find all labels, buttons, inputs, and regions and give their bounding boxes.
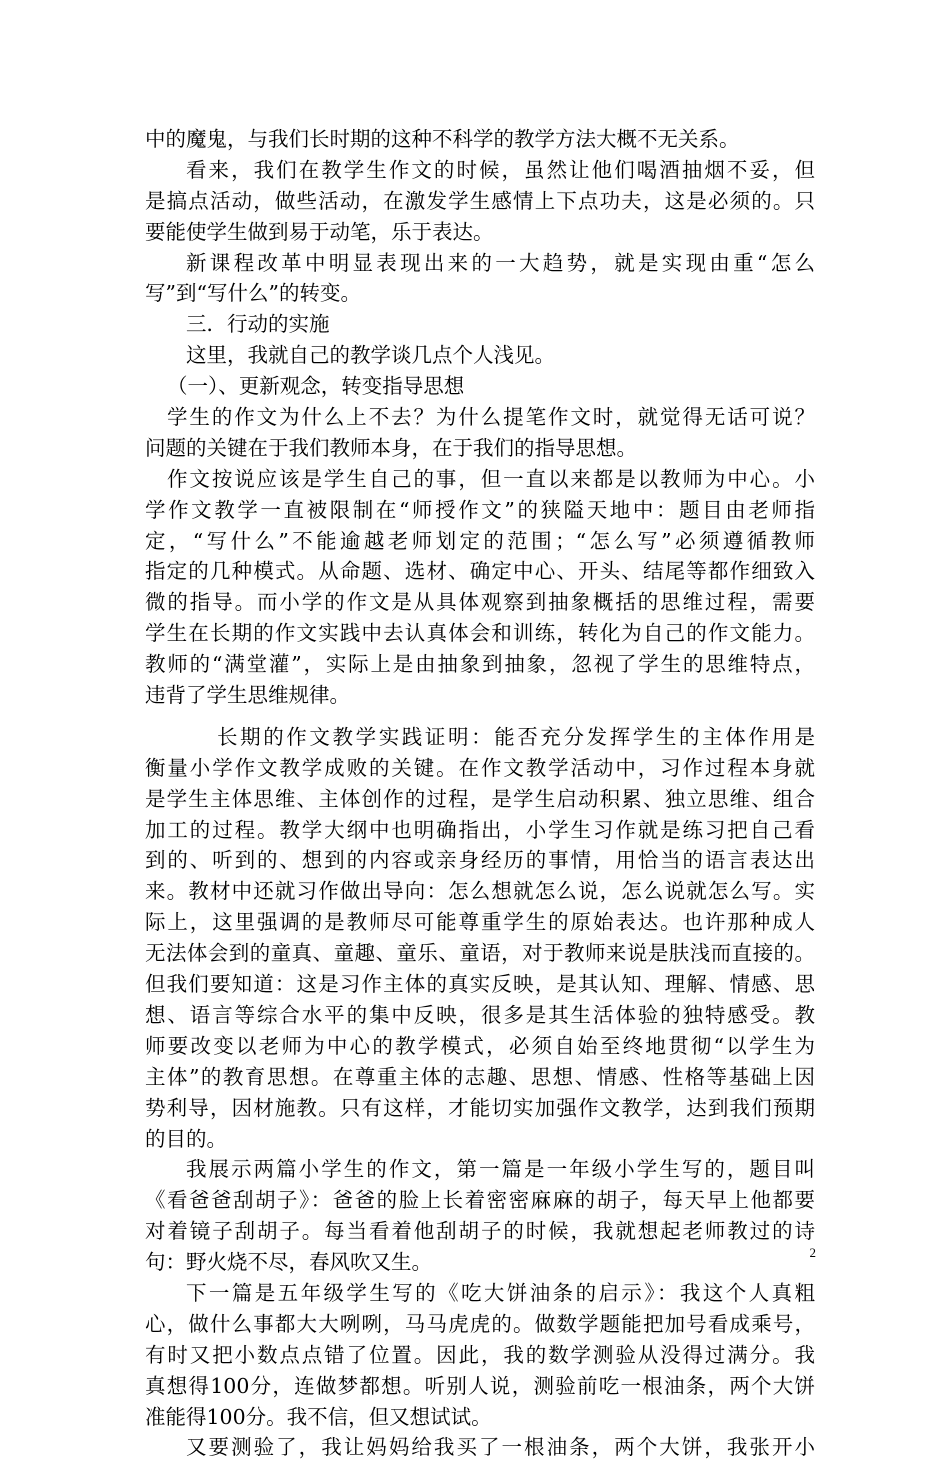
text-line: 势利导，因材施教。只有这样，才能切实加强作文教学，达到我们预期 — [145, 1095, 815, 1120]
page-number: 2 — [809, 1245, 816, 1260]
text-line: 想、语言等综合水平的集中反映，很多是其生活体验的独特感受。教 — [145, 1002, 815, 1027]
text-line: 际上，这里强调的是教师尽可能尊重学生的原始表达。也许那种成人 — [145, 910, 815, 935]
text-line: 下一篇是五年级学生写的《吃大饼油条的启示》：我这个人真粗 — [186, 1280, 815, 1305]
text-line: 定，“写什么”不能逾越老师划定的范围；“怎么写”必须遵循教师 — [145, 528, 815, 553]
text-line: 我展示两篇小学生的作文，第一篇是一年级小学生写的，题目叫 — [186, 1157, 815, 1182]
text-line: 心，做什么事都大大咧咧，马马虎虎的。做数学题能把加号看成乘号， — [145, 1311, 815, 1336]
text-line: 学生的作文为什么上不去？为什么提笔作文时，就觉得无话可说？ — [167, 405, 815, 430]
text-line: 指定的几种模式。从命题、选材、确定中心、开头、结尾等都作细致入 — [145, 559, 815, 584]
text-line: 问题的关键在于我们教师本身，在于我们的指导思想。 — [145, 435, 637, 460]
text-line: 微的指导。而小学的作文是从具体观察到抽象概括的思维过程，需要 — [145, 590, 815, 615]
text-line: 到的、听到的、想到的内容或亲身经历的事情，用恰当的语言表达出 — [145, 848, 815, 873]
text-line: 衡量小学作文教学成败的关键。在作文教学活动中，习作过程本身就 — [145, 755, 815, 780]
text-line: 违背了学生思维规律。 — [145, 683, 350, 708]
text-line: 作文按说应该是学生自己的事，但一直以来都是以教师为中心。小 — [167, 466, 815, 491]
text-line: 是学生主体思维、主体创作的过程，是学生启动积累、独立思维、组合 — [145, 786, 815, 811]
section-heading: 三．行动的实施 — [186, 312, 330, 337]
subsection-heading: （一）、更新观念，转变指导思想 — [167, 374, 465, 399]
text-line: 有时又把小数点点错了位置。因此，我的数学测验从没得过满分。我 — [145, 1342, 815, 1367]
text-line: 无法体会到的童真、童趣、童乐、童语，对于教师来说是肤浅而直接的。 — [145, 941, 815, 966]
text-line: 学作文教学一直被限制在“师授作文”的狭隘天地中：题目由老师指 — [145, 497, 815, 522]
body-text — [145, 124, 815, 1463]
text-line: 来。教材中还就习作做出导向：怎么想就怎么说，怎么说就怎么写。实 — [145, 879, 815, 904]
text-line: 教师的“满堂灌”，实际上是由抽象到抽象，忽视了学生的思维特点， — [145, 652, 815, 677]
text-line: 这里，我就自己的教学谈几点个人浅见。 — [186, 343, 555, 368]
text-line: 长期的作文教学实践证明：能否充分发挥学生的主体作用是 — [217, 724, 815, 749]
text-line: 是搞点活动，做些活动，在激发学生感情上下点功夫，这是必须的。只 — [145, 188, 815, 213]
text-line: 句：野火烧不尽，春风吹又生。 — [145, 1250, 432, 1275]
text-line: 但我们要知道：这是习作主体的真实反映，是其认知、理解、情感、思 — [145, 972, 815, 997]
text-line: 学生在长期的作文实践中去认真体会和训练，转化为自己的作文能力。 — [145, 621, 815, 646]
text-line: 又要测验了，我让妈妈给我买了一根油条，两个大饼，我张开小 — [186, 1435, 815, 1460]
text-line: 要能使学生做到易于动笔，乐于表达。 — [145, 219, 494, 244]
text-line: 中的魔鬼，与我们长时期的这种不科学的教学方法大概不无关系。 — [145, 127, 740, 151]
text-line: 主体”的教育思想。在尊重主体的志趣、思想、情感、性格等基础上因 — [145, 1064, 815, 1089]
text-line: 新课程改革中明显表现出来的一大趋势，就是实现由重“怎么 — [186, 250, 815, 275]
text-line: 的目的。 — [145, 1126, 227, 1151]
text-line: 师要改变以老师为中心的教学模式，必须自始至终地贯彻“以学生为 — [145, 1033, 815, 1058]
text-line: 写”到“写什么”的转变。 — [145, 281, 361, 306]
text-line: 看来，我们在教学生作文的时候，虽然让他们喝酒抽烟不妥，但 — [186, 157, 815, 182]
text-line: 对着镜子刮胡子。每当看着他刮胡子的时候，我就想起老师教过的诗 — [145, 1219, 815, 1244]
text-line: 真想得100分，连做梦都想。听别人说，测验前吃一根油条，两个大饼 — [145, 1373, 815, 1398]
text-line: 准能得100分。我不信，但又想试试。 — [145, 1404, 492, 1429]
text-line: 《看爸爸刮胡子》：爸爸的脸上长着密密麻麻的胡子，每天早上他都要 — [145, 1188, 815, 1213]
text-line: 加工的过程。教学大纲中也明确指出，小学生习作就是练习把自己看 — [145, 817, 815, 842]
